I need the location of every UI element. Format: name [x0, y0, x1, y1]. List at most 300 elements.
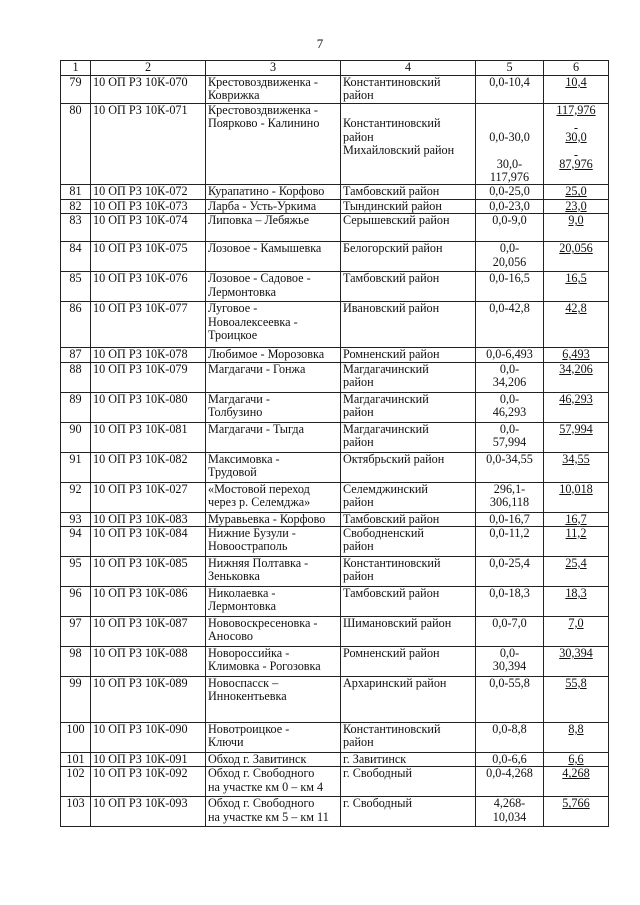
km-range-line: 0,0-42,8 [489, 301, 530, 316]
row-number-cell: 82 [61, 199, 91, 213]
road-code-cell: 10 ОП РЗ 10К-077 [91, 302, 206, 348]
road-name-line: Магдагачи - [208, 391, 270, 406]
district-cell [341, 362, 476, 392]
km-range-line: 34,206 [492, 375, 527, 390]
road-register-table [60, 60, 609, 827]
km-range-line: 0,0-9,0 [492, 213, 527, 228]
road-name-line: Троицкое [208, 328, 258, 343]
km-range-line: 0,0- [499, 361, 520, 376]
km-range-line: 0,0-7,0 [492, 616, 527, 631]
district-cell [341, 199, 476, 213]
km-range-line: 46,293 [492, 405, 527, 420]
road-name-cell [206, 242, 341, 272]
length-cell [544, 617, 609, 647]
road-name-line: Любимое - Морозовка [208, 347, 325, 362]
length-cell [544, 214, 609, 242]
row-number-cell: 94 [61, 527, 91, 557]
district-cell [341, 104, 476, 185]
row-number-cell: 87 [61, 348, 91, 362]
district-cell [341, 677, 476, 723]
row-number-cell: 89 [61, 392, 91, 422]
row-number-cell: 80 [61, 104, 91, 185]
row-number-cell: 95 [61, 557, 91, 587]
length-value: 4,268 [562, 766, 590, 781]
km-range-cell [476, 452, 544, 482]
district-cell [341, 452, 476, 482]
district-line: Белогорский район [343, 241, 443, 256]
km-range-cell [476, 302, 544, 348]
km-range-cell [476, 422, 544, 452]
road-name-line: «Мостовой переход [208, 481, 310, 496]
km-range-line: 296,1- [493, 481, 526, 496]
length-value [546, 144, 606, 157]
district-cell [341, 617, 476, 647]
district-line [343, 104, 473, 117]
district-cell [341, 348, 476, 362]
table-row [61, 452, 609, 482]
length-value: 25,4 [565, 556, 587, 571]
km-range-line: 30,394 [492, 659, 527, 674]
table-row [61, 587, 609, 617]
road-code-cell: 10 ОП РЗ 10К-086 [91, 587, 206, 617]
table-row [61, 753, 609, 767]
road-name-line: Лермонтовка [208, 599, 276, 614]
km-range-line: 0,0- [499, 646, 520, 661]
km-range-cell [476, 753, 544, 767]
road-name-line: Липовка – Лебяжье [208, 213, 309, 228]
length-cell [544, 452, 609, 482]
district-cell [341, 76, 476, 104]
length-value: 16,7 [565, 511, 587, 526]
km-range-line: 20,056 [492, 254, 527, 269]
table-row [61, 767, 609, 797]
district-cell [341, 587, 476, 617]
district-cell [341, 527, 476, 557]
length-value: 20,056 [559, 241, 593, 256]
road-name-cell [206, 76, 341, 104]
road-name-line: Поярково - Калинино [208, 116, 320, 131]
length-cell [544, 199, 609, 213]
row-number-cell: 86 [61, 302, 91, 348]
length-cell [544, 753, 609, 767]
km-range-line: 0,0-4,268 [486, 766, 533, 781]
header-cell: 4 [341, 61, 476, 76]
road-name-cell [206, 392, 341, 422]
table-row [61, 677, 609, 723]
district-line: Ивановский район [343, 301, 440, 316]
road-name-line: Луговое - [208, 301, 258, 316]
road-code-cell: 10 ОП РЗ 10К-074 [91, 214, 206, 242]
district-line: Октябрьский район [343, 451, 445, 466]
km-range-line: 0,0- [499, 421, 520, 436]
km-range-cell [476, 348, 544, 362]
length-value: 87,976 [559, 156, 593, 171]
road-code-cell: 10 ОП РЗ 10К-027 [91, 482, 206, 512]
header-cell: 5 [476, 61, 544, 76]
row-number-cell: 98 [61, 647, 91, 677]
km-range-line: 0,0-18,3 [489, 586, 530, 601]
road-name-line: Нижняя Полтавка - [208, 556, 309, 571]
district-line: Архаринский район [343, 676, 447, 691]
road-code-cell: 10 ОП РЗ 10К-083 [91, 512, 206, 526]
road-name-line: Магдагачи - Тыгда [208, 421, 304, 436]
district-line: Константиновский [343, 556, 441, 571]
road-code-cell: 10 ОП РЗ 10К-089 [91, 677, 206, 723]
length-value: 30,394 [559, 646, 593, 661]
length-cell [544, 302, 609, 348]
road-name-cell [206, 677, 341, 723]
table-row [61, 392, 609, 422]
district-cell [341, 482, 476, 512]
district-cell [341, 797, 476, 827]
length-value: 10,4 [565, 75, 587, 89]
table-row [61, 557, 609, 587]
length-cell [544, 767, 609, 797]
road-code-cell: 10 ОП РЗ 10К-080 [91, 392, 206, 422]
road-name-line: Климовка - Рогозовка [208, 659, 321, 674]
road-name-cell [206, 302, 341, 348]
km-range-cell [476, 392, 544, 422]
district-cell [341, 214, 476, 242]
road-code-cell: 10 ОП РЗ 10К-079 [91, 362, 206, 392]
district-cell [341, 647, 476, 677]
row-number-cell: 85 [61, 272, 91, 302]
district-cell [341, 723, 476, 753]
km-range-line: 0,0-16,7 [489, 511, 530, 526]
district-line: Ромненский район [343, 646, 440, 661]
length-cell [544, 272, 609, 302]
km-range-cell [476, 512, 544, 526]
length-cell [544, 557, 609, 587]
km-range-cell [476, 617, 544, 647]
length-cell [544, 392, 609, 422]
table-body [61, 76, 609, 827]
km-range-cell [476, 767, 544, 797]
km-range-line: 0,0-6,6 [492, 752, 527, 767]
district-cell [341, 302, 476, 348]
district-line: район [343, 495, 374, 510]
km-range-line: 0,0-34,55 [486, 451, 533, 466]
row-number-cell: 100 [61, 723, 91, 753]
road-name-line: Обход г. Свободного [208, 796, 315, 811]
table-row [61, 422, 609, 452]
table-header-row [61, 61, 609, 76]
district-line: район [343, 405, 374, 420]
row-number-cell: 92 [61, 482, 91, 512]
length-value: 8,8 [568, 722, 584, 737]
district-cell [341, 185, 476, 199]
row-number-cell: 91 [61, 452, 91, 482]
length-value [546, 117, 606, 130]
road-code-cell: 10 ОП РЗ 10К-091 [91, 753, 206, 767]
row-number-cell: 88 [61, 362, 91, 392]
district-line: Шимановский район [343, 616, 452, 631]
district-line: Константиновский [343, 722, 441, 737]
road-name-cell [206, 214, 341, 242]
table-row [61, 185, 609, 199]
table-row [61, 723, 609, 753]
road-code-cell: 10 ОП РЗ 10К-081 [91, 422, 206, 452]
road-name-cell [206, 104, 341, 185]
row-number-cell: 79 [61, 76, 91, 104]
table-row [61, 104, 609, 185]
row-number-cell: 103 [61, 797, 91, 827]
km-range-cell [476, 362, 544, 392]
length-cell [544, 482, 609, 512]
road-name-cell [206, 422, 341, 452]
km-range-cell [476, 482, 544, 512]
km-range-cell [476, 214, 544, 242]
district-line: район [343, 569, 374, 584]
district-line: Магдагачинский [343, 361, 429, 376]
km-range-line: 0,0-30,0 [489, 129, 530, 144]
district-line: Селемджинский [343, 481, 428, 496]
length-value: 23,0 [565, 198, 587, 213]
row-number-cell: 102 [61, 767, 91, 797]
length-value: 117,976 [556, 103, 596, 117]
road-name-line: Магдагачи - Гонжа [208, 361, 306, 376]
length-value: 6,6 [568, 752, 584, 767]
km-range-line [478, 144, 541, 157]
district-line: район [343, 375, 374, 390]
district-line: Ромненский район [343, 347, 440, 362]
road-name-line: Новоспасск – [208, 676, 279, 691]
row-number-cell: 93 [61, 512, 91, 526]
length-cell [544, 362, 609, 392]
header-cell: 2 [91, 61, 206, 76]
km-range-cell [476, 199, 544, 213]
km-range-line: 306,118 [489, 495, 530, 510]
km-range-cell [476, 587, 544, 617]
road-name-cell [206, 797, 341, 827]
length-value: 18,3 [565, 586, 587, 601]
length-cell [544, 76, 609, 104]
row-number-cell: 90 [61, 422, 91, 452]
km-range-line: 0,0- [499, 391, 520, 406]
km-range-line: 4,268- [493, 796, 526, 811]
road-name-line: Крестовоздвиженка - [208, 103, 318, 117]
km-range-cell [476, 242, 544, 272]
road-name-cell [206, 199, 341, 213]
district-cell [341, 767, 476, 797]
km-range-line: 0,0-10,4 [489, 75, 530, 89]
length-value: 57,994 [559, 421, 593, 436]
km-range-line: 0,0-11,2 [489, 526, 530, 541]
length-cell [544, 527, 609, 557]
road-code-cell: 10 ОП РЗ 10К-076 [91, 272, 206, 302]
km-range-line: 0,0-55,8 [489, 676, 530, 691]
road-name-line: Муравьевка - Корфово [208, 511, 326, 526]
length-cell [544, 348, 609, 362]
table-row [61, 362, 609, 392]
km-range-line [478, 104, 541, 117]
length-value: 16,5 [565, 271, 587, 286]
length-value: 34,55 [562, 451, 590, 466]
road-name-line: Нововоскресеновка - [208, 616, 318, 631]
district-line: г. Завитинск [343, 752, 407, 767]
row-number-cell: 81 [61, 185, 91, 199]
length-value: 42,8 [565, 301, 587, 316]
road-name-cell [206, 185, 341, 199]
length-value: 30,0 [565, 129, 587, 144]
road-code-cell: 10 ОП РЗ 10К-071 [91, 104, 206, 185]
road-name-cell [206, 617, 341, 647]
table-row [61, 199, 609, 213]
km-range-cell [476, 677, 544, 723]
km-range-cell [476, 185, 544, 199]
table-row [61, 76, 609, 104]
length-cell [544, 512, 609, 526]
road-code-cell: 10 ОП РЗ 10К-085 [91, 557, 206, 587]
km-range-line: 30,0- [496, 156, 523, 171]
road-name-line: Новоостраполь [208, 539, 288, 554]
length-value: 7,0 [568, 616, 584, 631]
road-name-line: Ключи [208, 735, 244, 750]
road-name-line: Обход г. Свободного [208, 766, 315, 781]
road-name-line: на участке км 0 – км 4 [208, 779, 324, 794]
length-value: 25,0 [565, 184, 587, 199]
road-name-line: Нижние Бузули - [208, 526, 296, 541]
length-cell [544, 185, 609, 199]
road-name-line: на участке км 5 – км 11 [208, 809, 329, 824]
road-code-cell: 10 ОП РЗ 10К-084 [91, 527, 206, 557]
road-code-cell: 10 ОП РЗ 10К-088 [91, 647, 206, 677]
district-cell [341, 422, 476, 452]
length-value: 6,493 [562, 347, 590, 362]
road-name-cell [206, 512, 341, 526]
length-value: 34,206 [559, 361, 593, 376]
district-line: Тамбовский район [343, 271, 440, 286]
district-line: Тамбовский район [343, 511, 440, 526]
road-name-line: Новороссийка - [208, 646, 290, 661]
table-row [61, 647, 609, 677]
road-name-cell [206, 272, 341, 302]
km-range-cell [476, 557, 544, 587]
km-range-line: 117,976 [489, 170, 530, 185]
road-name-line: Ларба - Усть-Уркима [208, 198, 317, 213]
road-name-cell [206, 647, 341, 677]
km-range-line: 0,0-8,8 [492, 722, 527, 737]
district-line: район [343, 435, 374, 450]
district-line: район [343, 129, 374, 144]
header-cell: 3 [206, 61, 341, 76]
table-row [61, 242, 609, 272]
km-range-cell [476, 272, 544, 302]
district-cell [341, 753, 476, 767]
length-cell [544, 723, 609, 753]
table-row [61, 797, 609, 827]
km-range-cell [476, 527, 544, 557]
district-cell [341, 272, 476, 302]
district-line: район [343, 88, 374, 103]
row-number-cell: 83 [61, 214, 91, 242]
district-line: Магдагачинский [343, 421, 429, 436]
road-name-cell [206, 587, 341, 617]
length-cell [544, 797, 609, 827]
km-range-line: 0,0-25,0 [489, 184, 530, 199]
table-row [61, 272, 609, 302]
km-range-line: 0,0-25,4 [489, 556, 530, 571]
table-row [61, 302, 609, 348]
road-code-cell: 10 ОП РЗ 10К-078 [91, 348, 206, 362]
road-name-line: Лозовое - Садовое - [208, 271, 311, 286]
length-value: 10,018 [559, 481, 593, 496]
km-range-cell [476, 647, 544, 677]
length-cell [544, 422, 609, 452]
road-code-cell: 10 ОП РЗ 10К-072 [91, 185, 206, 199]
road-name-line: Толбузино [208, 405, 263, 420]
km-range-line: 0,0-6,493 [486, 347, 533, 362]
km-range-line: 0,0-16,5 [489, 271, 530, 286]
road-name-line: Трудовой [208, 465, 257, 480]
km-range-cell [476, 797, 544, 827]
district-line: Серышевский район [343, 213, 450, 228]
km-range-line [478, 117, 541, 130]
road-name-cell [206, 767, 341, 797]
district-line: г. Свободный [343, 766, 412, 781]
header-cell: 1 [61, 61, 91, 76]
road-name-line: Новоалексеевка - [208, 314, 298, 329]
length-value: 46,293 [559, 391, 593, 406]
km-range-cell [476, 723, 544, 753]
road-name-line: Николаевка - [208, 586, 276, 601]
district-line: Константиновский [343, 116, 441, 131]
road-name-line: Максимовка - [208, 451, 280, 466]
road-code-cell: 10 ОП РЗ 10К-090 [91, 723, 206, 753]
km-range-line: 0,0-23,0 [489, 198, 530, 213]
road-name-cell [206, 348, 341, 362]
road-code-cell: 10 ОП РЗ 10К-092 [91, 767, 206, 797]
district-cell [341, 557, 476, 587]
road-code-cell: 10 ОП РЗ 10К-093 [91, 797, 206, 827]
district-line: Константиновский [343, 75, 441, 89]
length-value: 5,766 [562, 796, 590, 811]
road-name-cell [206, 527, 341, 557]
road-name-line: Иннокентьевка [208, 689, 287, 704]
table-row [61, 214, 609, 242]
road-code-cell: 10 ОП РЗ 10К-082 [91, 452, 206, 482]
km-range-line: 57,994 [492, 435, 527, 450]
length-cell [544, 104, 609, 185]
km-range-cell [476, 104, 544, 185]
table-row [61, 527, 609, 557]
km-range-line: 0,0- [499, 241, 520, 256]
length-cell [544, 242, 609, 272]
road-name-line: Лозовое - Камышевка [208, 241, 322, 256]
road-name-cell [206, 362, 341, 392]
length-value: 55,8 [565, 676, 587, 691]
district-line: Михайловский район [343, 143, 455, 158]
length-cell [544, 647, 609, 677]
road-name-cell [206, 557, 341, 587]
length-value: 11,2 [565, 526, 587, 541]
table-row [61, 482, 609, 512]
road-name-line: Аносово [208, 629, 253, 644]
road-name-cell [206, 452, 341, 482]
row-number-cell: 97 [61, 617, 91, 647]
length-cell [544, 677, 609, 723]
road-name-cell [206, 753, 341, 767]
length-value: 9,0 [568, 213, 584, 228]
row-number-cell: 99 [61, 677, 91, 723]
header-cell: 6 [544, 61, 609, 76]
district-cell [341, 512, 476, 526]
road-code-cell: 10 ОП РЗ 10К-087 [91, 617, 206, 647]
length-cell [544, 587, 609, 617]
district-line: Тындинский район [343, 198, 442, 213]
road-name-cell [206, 723, 341, 753]
district-line: Тамбовский район [343, 586, 440, 601]
